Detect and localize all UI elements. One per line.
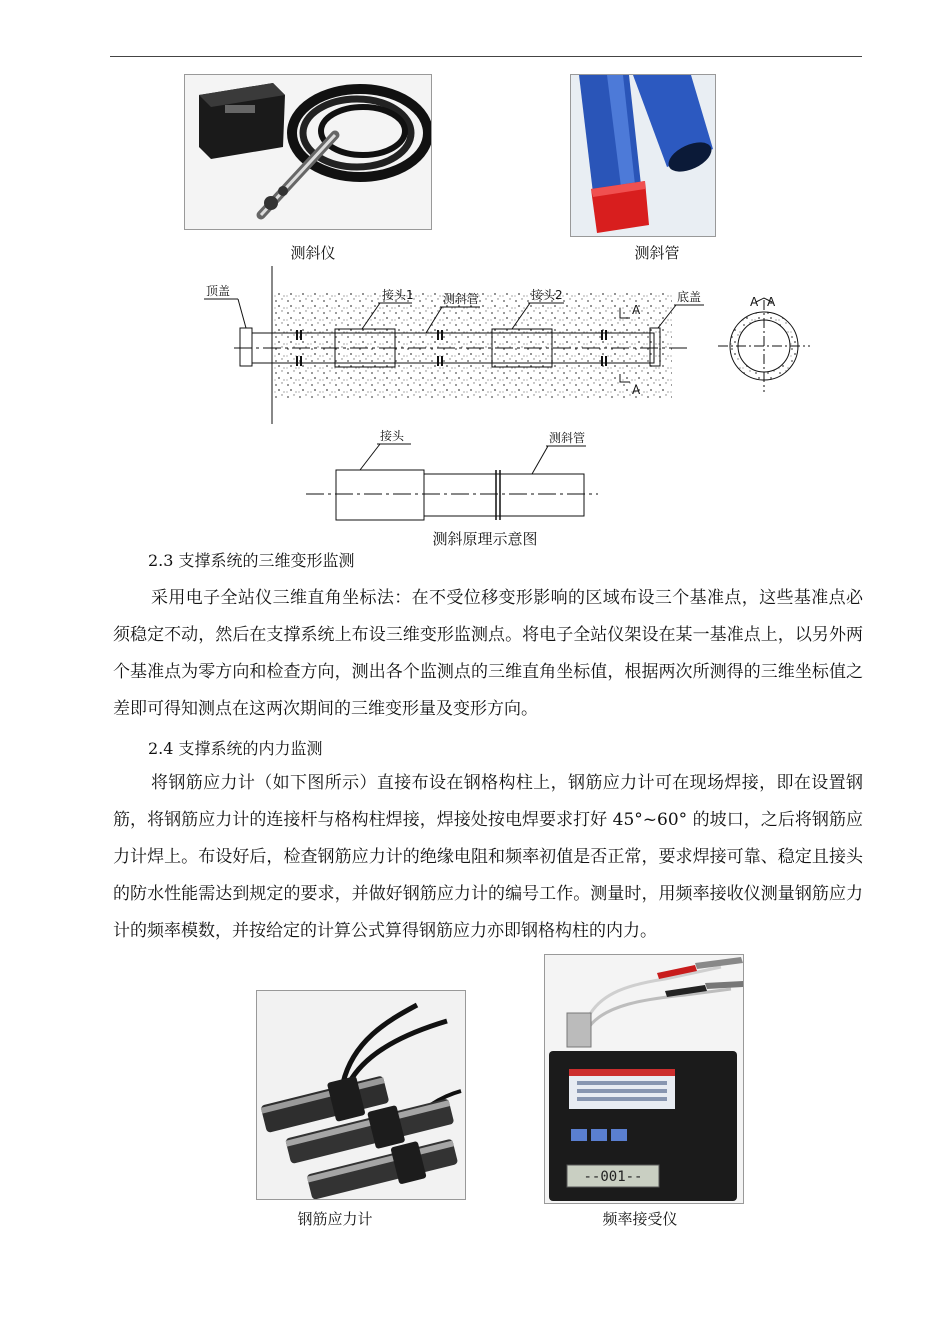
section-2-3-body: 采用电子全站仪三维直角坐标法：在不受位移变形影响的区域布设三个基准点，这些基准点必须稳定不动，然后在支撑系统上布设三维变形监测点。将电子全站仪架设在某一基准点上，以另外两个基准点为零方向和检查方向，测出各个监测点的三维直角坐标值，根据两次所测得的三维坐标值之差即可得知测点在这两次期间的三维变形量及变形方向。 [113,588,863,719]
rebar-stress-meter-caption: 钢筋应力计 [297,1210,373,1228]
frequency-receiver-photo [544,954,744,1204]
tube-label: 测斜管 [443,292,480,306]
joint-label: 接头 [380,429,405,443]
section-a-label-right: A [767,295,776,309]
section-a-label-bottom: A [632,383,641,397]
section-a-label-top: A [632,303,641,317]
inclinometer-caption: 测斜仪 [290,244,336,262]
tube-label-2: 测斜管 [549,431,586,445]
section-2-3-heading: 2.3 支撑系统的三维变形监测 [148,551,355,570]
top-cap-label: 顶盖 [206,284,231,298]
principle-diagram-caption: 测斜原理示意图 [432,530,538,548]
joint2-label: 接头2 [531,288,563,302]
inclinometer-tube-photo [570,74,716,237]
receiver-display: --001-- [583,1169,643,1185]
section-2-4-heading: 2.4 支撑系统的内力监测 [148,739,323,758]
inclinometer-photo [184,74,432,230]
section-a-label-left: A [750,295,759,309]
section-2-4-body: 将钢筋应力计（如下图所示）直接布设在钢格构柱上，钢筋应力计可在现场焊接，即在设置钢筋，将钢筋应力计的连接杆与格构柱焊接，焊接处按电焊要求打好 45°~60° 的坡口，之后将钢筋应力计焊上。布设好后，检查钢筋应力计的绝缘电阻和频率初值是否正常，要求焊接可靠、稳定且接头的防水性能需达到规定的要求，并做好钢筋应力计的编号工作。测量时，用频率接收仪测量钢筋应力计的频率模数，并按给定的计算公式算得钢筋应力亦即钢格构柱的内力。 [113,773,863,941]
header-rule [110,56,862,57]
frequency-receiver-caption: 频率接受仪 [602,1210,678,1228]
rebar-stress-meter-photo [256,990,466,1200]
bottom-cap-label: 底盖 [677,290,702,304]
inclinometer-principle-diagram [190,262,820,532]
joint1-label: 接头1 [382,288,414,302]
inclinometer-tube-caption: 测斜管 [634,244,680,262]
